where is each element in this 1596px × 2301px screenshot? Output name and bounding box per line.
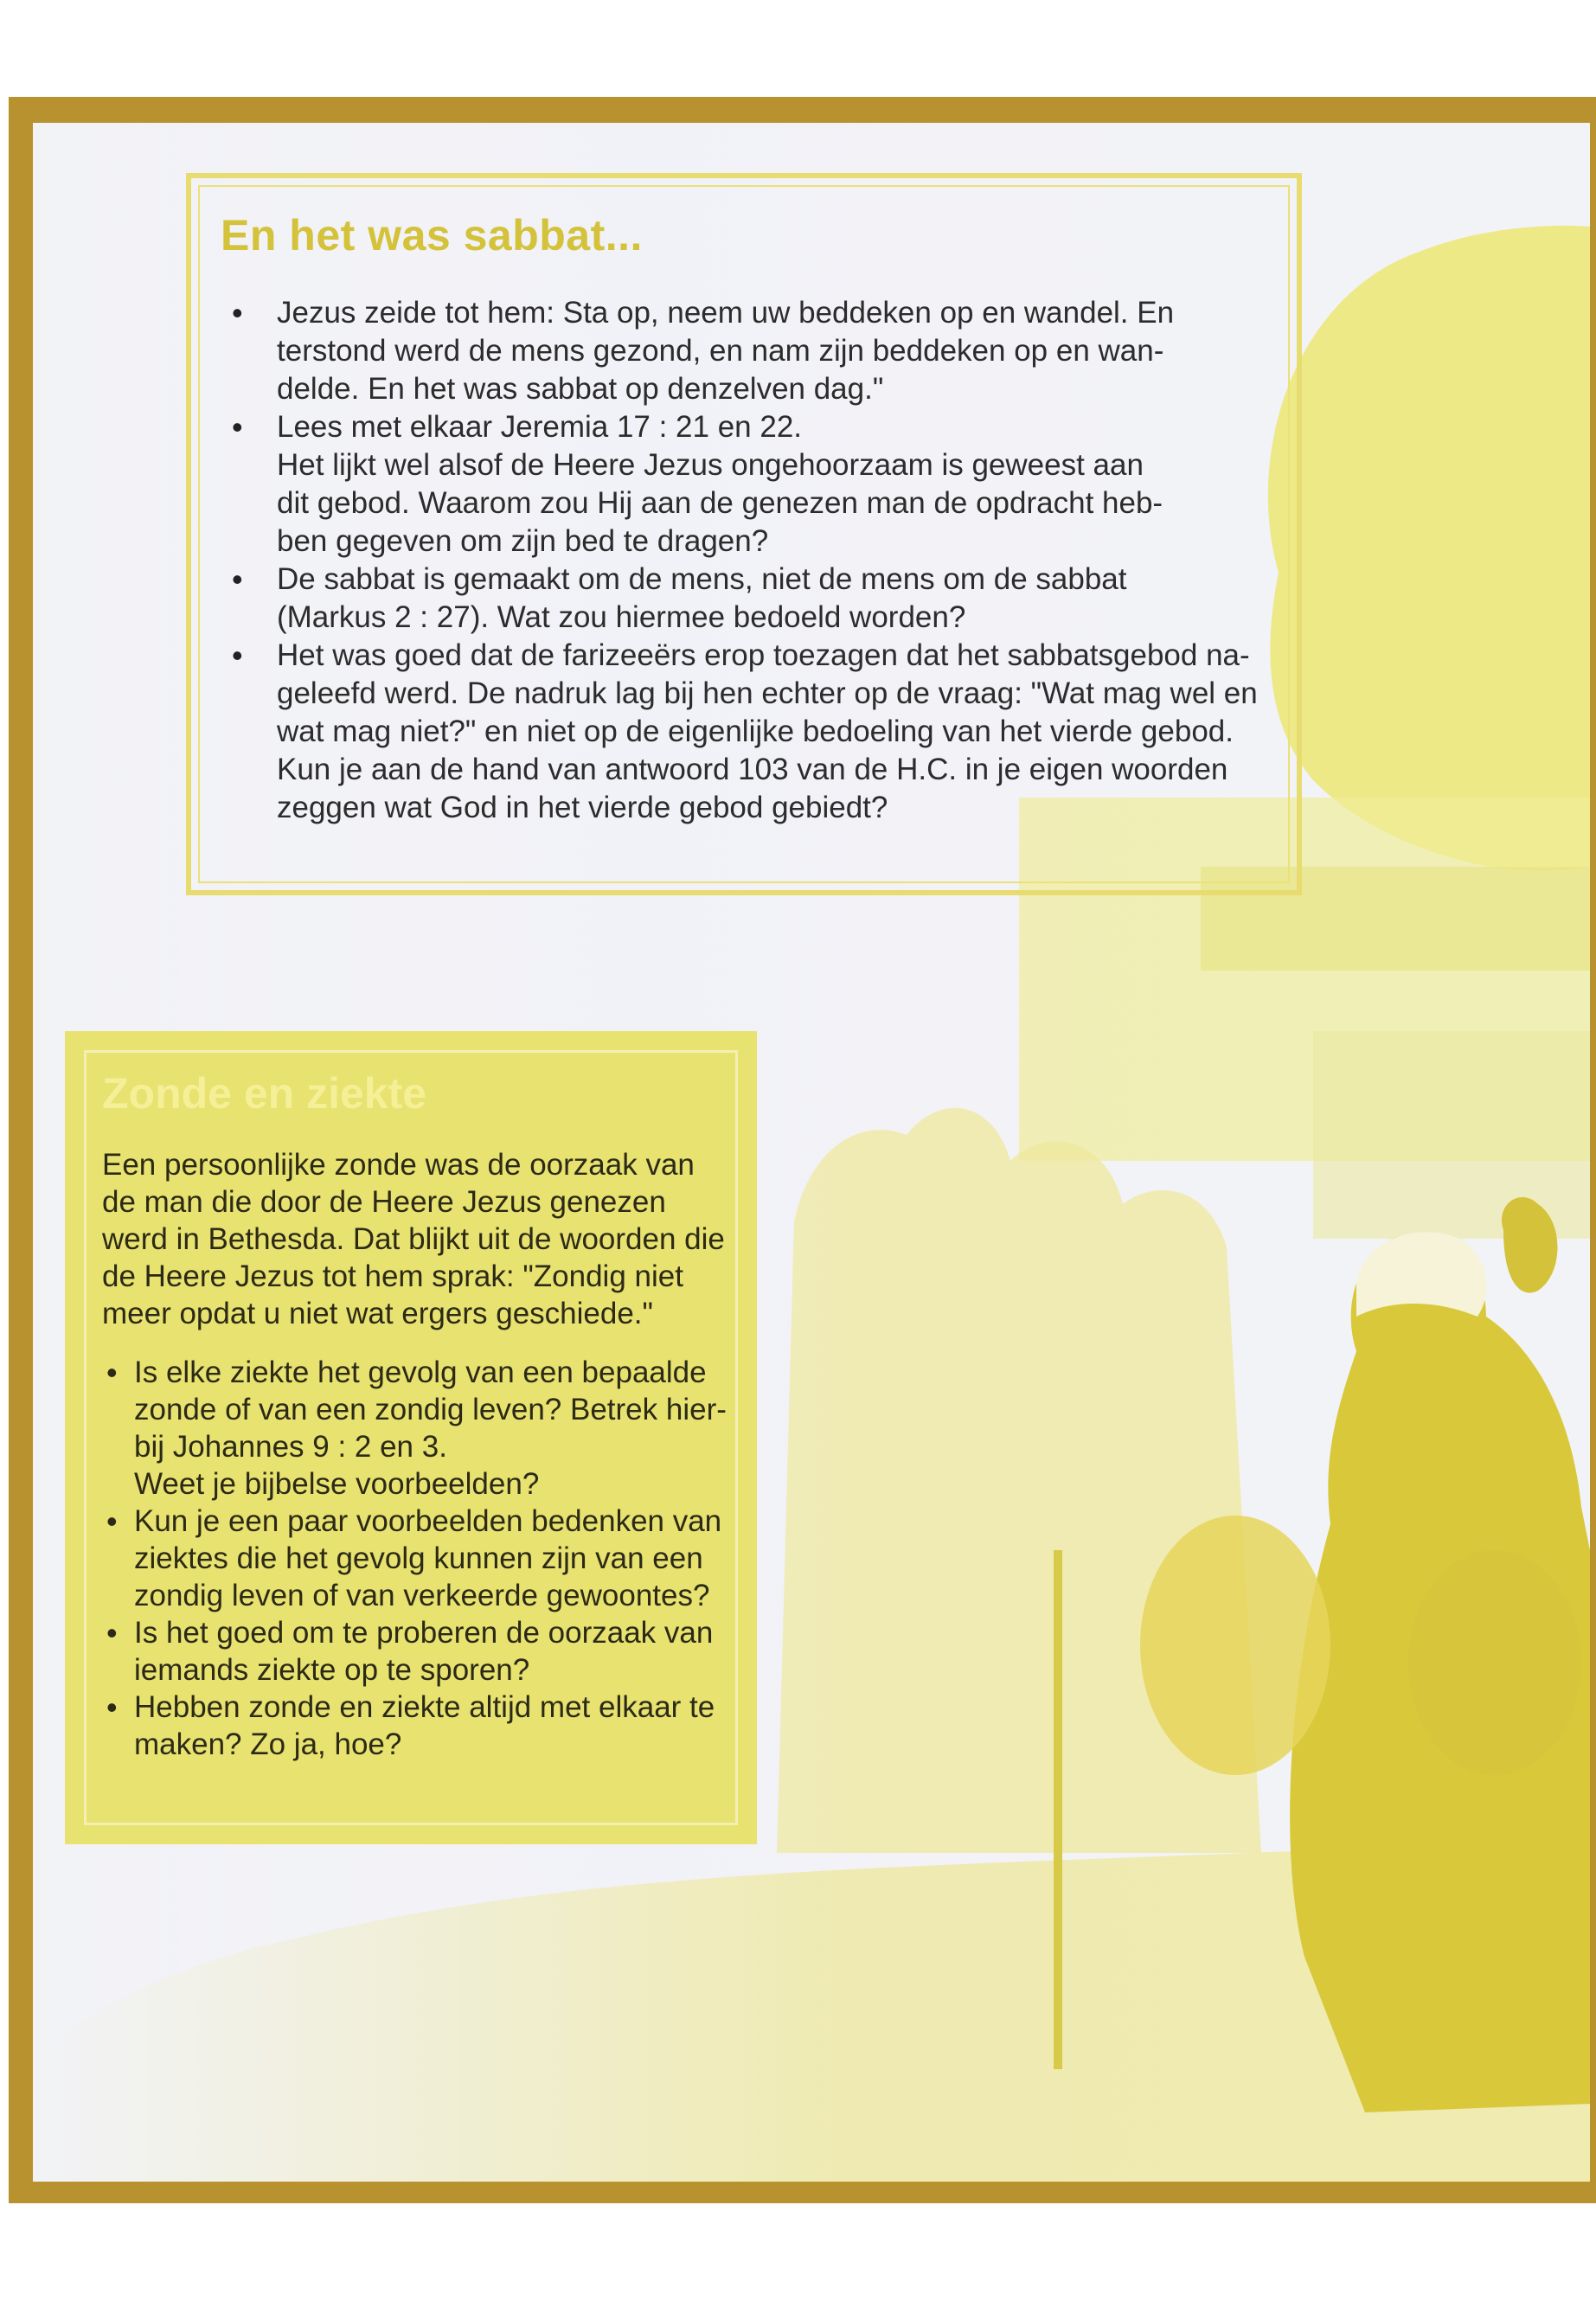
list-item — [134, 1614, 748, 1689]
text-line: delde. En het was sabbat op denzelven dag." — [277, 372, 884, 406]
text-line: (Markus 2 : 27). Wat zou hiermee bedoeld worden? — [277, 600, 966, 634]
basket — [1140, 1516, 1330, 1775]
text-line: De sabbat is gemaakt om de mens, niet de mens om de sabbat — [277, 562, 1127, 596]
text-line: iemands ziekte op te sporen? — [134, 1653, 530, 1687]
text-line: ben gegeven om zijn bed te dragen? — [277, 524, 769, 558]
text-line: Een persoonlijke zonde was de oorzaak van — [102, 1148, 695, 1182]
list-item — [277, 637, 1280, 827]
text-line: geleefd werd. De nadruk lag bij hen echter op de vraag: "Wat mag wel en — [277, 676, 1258, 710]
text-line: Lees met elkaar Jeremia 17 : 21 en 22. — [277, 410, 803, 444]
text-line: de Heere Jezus tot hem sprak: "Zondig niet — [102, 1259, 683, 1293]
text-line: werd in Bethesda. Dat blijkt uit de woorden die — [102, 1222, 725, 1256]
list-item — [134, 1503, 748, 1614]
text-line: Kun je aan de hand van antwoord 103 van de H.C. in je eigen woorden — [277, 753, 1228, 786]
text-line: Weet je bijbelse voorbeelden? — [134, 1467, 540, 1501]
section-title-sabbat: En het was sabbat... — [221, 211, 643, 260]
text-line: zondig leven of van verkeerde gewoontes? — [134, 1579, 710, 1612]
text-line: Het was goed dat de farizeeërs erop toezagen dat het sabbatsgebod na- — [277, 638, 1250, 672]
text-line: meer opdat u niet wat ergers geschiede." — [102, 1297, 653, 1330]
text-line: wat mag niet?" en niet op de eigenlijke bedoeling van het vierde gebod. — [277, 715, 1234, 748]
staff — [1054, 1550, 1062, 2069]
text-line: terstond werd de mens gezond, en nam zijn beddeken op en wan- — [277, 334, 1164, 368]
tree-canopy — [1268, 226, 1590, 871]
text-line: Is het goed om te proberen de oorzaak van — [134, 1616, 714, 1650]
intro-paragraph — [102, 1146, 742, 1332]
text-line: Kun je een paar voorbeelden bedenken van — [134, 1504, 722, 1538]
building — [1313, 1031, 1590, 1239]
section-title-zonde: Zonde en ziekte — [102, 1069, 427, 1118]
list-item — [134, 1354, 748, 1503]
text-line: dit gebod. Waarom zou Hij aan de genezen man de opdracht heb- — [277, 486, 1163, 520]
text-line: maken? Zo ja, hoe? — [134, 1727, 402, 1761]
list-item — [277, 561, 1280, 637]
text-line: Hebben zonde en ziekte altijd met elkaar te — [134, 1690, 715, 1724]
bullet-list-sabbat — [277, 294, 1280, 827]
text-line: Het lijkt wel alsof de Heere Jezus ongehoorzaam is geweest aan — [277, 448, 1144, 482]
text-line: de man die door de Heere Jezus genezen — [102, 1185, 666, 1219]
text-line: Is elke ziekte het gevolg van een bepaalde — [134, 1356, 707, 1389]
list-item — [134, 1689, 748, 1763]
text-line: ziektes die het gevolg kunnen zijn van een — [134, 1541, 703, 1575]
list-item — [277, 294, 1280, 408]
text-line: bij Johannes 9 : 2 en 3. — [134, 1430, 447, 1464]
text-line: Jezus zeide tot hem: Sta op, neem uw beddeken op en wandel. En — [277, 296, 1175, 330]
text-line: zonde of van een zondig leven? Betrek hier- — [134, 1393, 727, 1426]
bullet-list-zonde — [134, 1354, 748, 1763]
basket — [1408, 1550, 1581, 1775]
text-line: zeggen wat God in het vierde gebod gebiedt? — [277, 791, 888, 824]
list-item — [277, 408, 1280, 561]
